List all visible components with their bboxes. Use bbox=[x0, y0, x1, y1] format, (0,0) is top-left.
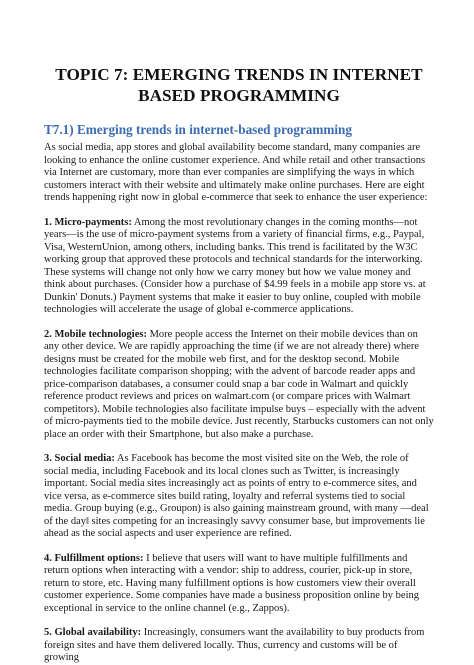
trend-term: 4. Fulfillment options: bbox=[44, 552, 144, 564]
trend-text: Among the most revolutionary changes in the coming months—not years—is the use of micro-payment systems from a variety of financial firms, e.g., Paypal, Visa, WesternUnion, among others, including banks. This trend is facilitated by the W3C working group that approved these protocols and technical standards for the interworking. These systems will change not only how we carry money but how we value money and think about purchases. (Consider how a purchase of $4.99 feels in a mobile app store vs. at Dunkin' Donuts.) Payment systems that make it easier to buy online, coupled with mobile technologies will accelerate the usage of global e-commerce applications. bbox=[44, 216, 426, 315]
document-title-line-2: BASED PROGRAMMING bbox=[138, 86, 340, 105]
trend-term: 2. Mobile technologies: bbox=[44, 328, 147, 340]
trend-text: I believe that users will want to have multiple fulfillments and return options when interacting with a vendor: ship to address, courier, pick-up in store, return to store, etc. Having many fulfillment options is how customers view their overall customer experience. Some companies have made a business proposition online by being exceptional in service to the online channel (e.g., Zappos). bbox=[44, 552, 419, 614]
trend-term: 5. Global availability: bbox=[44, 627, 142, 638]
trend-text: As Facebook has become the most visited site on the Web, the role of social media, including Facebook and its local clones such as Twitter, is increasingly important. Social media sites increasingly act as points of entry to e-commerce sites, and vice versa, as e-commerce sites build rating, loyalty and referral systems tied to social media. Group buying (e.g., Groupon) is also gaining mainstream ground, with many —deal of the day‖ sites competing for an increasingly savvy consumer base, but improvements lie ahead as the social aspects and user experience are refined. bbox=[44, 453, 429, 539]
document-title-line-1: TOPIC 7: EMERGING TRENDS IN INTERNET bbox=[55, 65, 423, 84]
trend-term: 1. Micro-payments: bbox=[44, 216, 132, 228]
trend-text: More people access the Internet on their mobile devices than on any other device. We are rapidly approaching the time (if we are not already there) where designs must be created for the mobile web first, and for the desktop second. Mobile technologies facilitate comparison shopping; with the advent of barcode reader apps and price-comparison databases, a consumer could snap a bar code in Walmart and quickly reference product reviews and prices on walmart.com (or compare prices with Walmart competitors). Mobile technologies also facilitate impulse buys – especially with the advent of micro-payments tied to the mobile device. Just recently, Starbucks customers can not only place an order with their Smartphone, but also make a purchase. bbox=[44, 328, 434, 440]
trend-paragraph-social-media bbox=[44, 453, 434, 541]
trend-paragraph-micro-payments bbox=[44, 217, 434, 317]
trend-paragraph-global-availability bbox=[44, 627, 434, 665]
trend-term: 3. Social media: bbox=[44, 453, 115, 464]
intro-paragraph: As social media, app stores and global availability become standard, many companies are looking to enhance the online customer experience. And while retail and other transactions via Internet are customary, more than ever companies are simplifying the ways in which customers interact with their website and ultimately make online purchases. Here are eight trends happening right now in global e-commerce that seek to enhance the user experience: bbox=[44, 142, 428, 203]
trend-paragraph-mobile-technologies bbox=[44, 329, 434, 442]
document-title bbox=[44, 64, 434, 106]
trend-paragraph-fulfillment-options bbox=[44, 553, 434, 616]
trend-text: Increasingly, consumers want the availability to buy products from foreign sites and have them delivered locally. Thus, currency and customs will be of growing bbox=[44, 627, 425, 663]
section-heading: T7.1) Emerging trends in internet-based programming bbox=[44, 122, 352, 137]
